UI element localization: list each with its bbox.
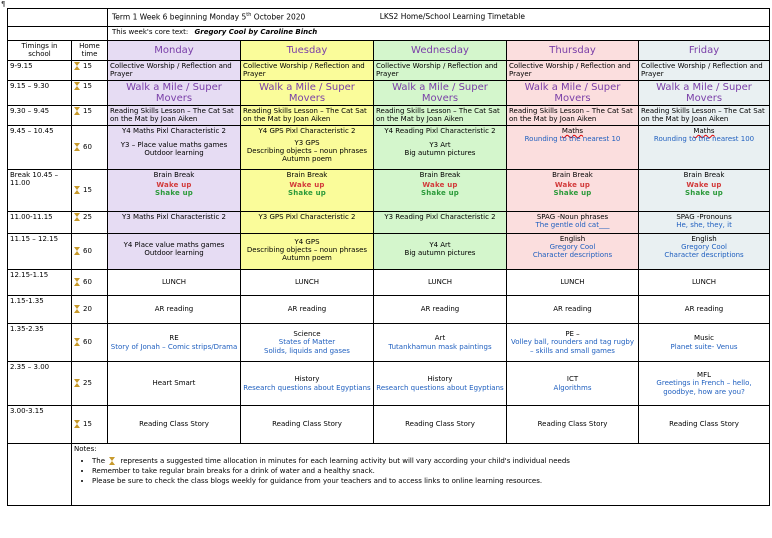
activity-cell: Heart Smart (108, 362, 241, 406)
term-title: Term 1 Week 6 beginning Monday 5 (112, 12, 247, 22)
brain-break-cell: Brain Break Wake up Shake up (639, 170, 770, 212)
activity-cell: SPAG -Pronouns He, she, they, it (639, 212, 770, 234)
home-time-cell: 25 (72, 212, 108, 234)
header-blank (8, 9, 108, 27)
activity-cell: Science States of Matter Solids, liquids and gases (241, 324, 374, 362)
timetable (7, 8, 770, 506)
wake-up-shake-up-logo: Wake up Shake up (685, 181, 724, 198)
table-row (8, 81, 770, 106)
hourglass-icon (74, 107, 80, 115)
ar-reading-cell: AR reading (241, 296, 374, 324)
activity-cell: English Gregory Cool Character descriptions (507, 234, 639, 270)
time-cell: 9.15 – 9.30 (8, 81, 72, 106)
time-cell: 1.15-1.35 (8, 296, 72, 324)
brain-break-cell: Brain Break Wake up Shake up (241, 170, 374, 212)
hourglass-icon (74, 186, 80, 194)
table-row (8, 106, 770, 126)
activity-cell: Y4 Maths Pixl Characteristic 2 Y3 – Place value maths games Outdoor learning (108, 126, 241, 170)
activity-cell: Collective Worship / Reflection and Prayer (108, 61, 241, 81)
hourglass-icon (74, 338, 80, 346)
note-item: • Please be sure to check the class blogs weekly for guidance from your teachers and to access links to online learning resources. (92, 477, 767, 485)
home-time-cell: 15 (72, 406, 108, 444)
home-time-cell: 60 (72, 126, 108, 170)
day-friday: Friday (639, 41, 770, 61)
hourglass-icon (74, 420, 80, 428)
class-story-cell: Reading Class Story (108, 406, 241, 444)
brain-break-cell: Brain Break Wake up Shake up (108, 170, 241, 212)
hourglass-icon (74, 278, 80, 286)
hourglass-icon (74, 143, 80, 151)
ar-reading-cell: AR reading (108, 296, 241, 324)
time-cell: 9-9.15 (8, 61, 72, 81)
wake-up-shake-up-logo: Wake up Shake up (421, 181, 459, 198)
notes-blank (8, 444, 72, 506)
table-row (8, 61, 770, 81)
lunch-cell: LUNCH (507, 270, 639, 296)
walk-a-mile-cell: Walk a Mile / Super Movers (241, 81, 374, 106)
activity-cell: PE – Volley ball, rounders and tag rugby – skills and small games (507, 324, 639, 362)
lunch-cell: LUNCH (241, 270, 374, 296)
class-story-cell: Reading Class Story (507, 406, 639, 444)
activity-cell: ICT Algorithms (507, 362, 639, 406)
hourglass-icon (74, 62, 80, 70)
activity-cell: Reading Skills Lesson – The Cat Sat on the Mat by Joan Aiken (241, 106, 374, 126)
home-time-cell: 15 (72, 170, 108, 212)
time-cell: 2.35 – 3.00 (8, 362, 72, 406)
notes-title: Notes: (74, 445, 97, 453)
activity-cell: Y4 Place value maths games Outdoor learning (108, 234, 241, 270)
time-cell: 1.35-2.35 (8, 324, 72, 362)
wake-up-shake-up-logo: Wake up Shake up (155, 181, 193, 198)
hourglass-icon (74, 82, 80, 90)
hourglass-icon (109, 457, 115, 465)
brain-break-cell: Brain Break Wake up Shake up (374, 170, 507, 212)
notes-cell (72, 444, 770, 506)
home-time-cell: 60 (72, 270, 108, 296)
activity-cell: Reading Skills Lesson – The Cat Sat on the Mat by Joan Aiken (507, 106, 639, 126)
activity-cell: SPAG -Noun phrases The gentle old cat___ (507, 212, 639, 234)
activity-cell: English Gregory Cool Character descriptions (639, 234, 770, 270)
walk-a-mile-cell: Walk a Mile / Super Movers (108, 81, 241, 106)
lunch-cell: LUNCH (108, 270, 241, 296)
wake-up-shake-up-logo: Wake up Shake up (553, 181, 592, 198)
table-row (8, 296, 770, 324)
activity-cell: Reading Skills Lesson – The Cat Sat on the Mat by Joan Aiken (639, 106, 770, 126)
activity-cell: MFL Greetings in French – hello, goodbye, how are you? (639, 362, 770, 406)
hourglass-icon (74, 247, 80, 255)
brain-break-cell: Brain Break Wake up Shake up (507, 170, 639, 212)
table-row (8, 234, 770, 270)
time-cell: Break 10.45 – 11.00 (8, 170, 72, 212)
home-time-cell: 60 (72, 234, 108, 270)
pilcrow-mark: ¶ (1, 0, 6, 8)
wake-up-shake-up-logo: Wake up Shake up (288, 181, 326, 198)
activity-cell: Reading Skills Lesson – The Cat Sat on the Mat by Joan Aiken (108, 106, 241, 126)
home-time-header: Home time (72, 41, 108, 61)
lunch-cell: LUNCH (639, 270, 770, 296)
table-row (8, 362, 770, 406)
class-story-cell: Reading Class Story (241, 406, 374, 444)
home-time-cell: 25 (72, 362, 108, 406)
activity-cell: Maths Rounding to the nearest 10 (507, 126, 639, 170)
home-time-cell: 15 (72, 81, 108, 106)
activity-cell: Music Planet suite- Venus (639, 324, 770, 362)
activity-cell: Y4 Reading Pixl Characteristic 2 Y3 Art Big autumn pictures (374, 126, 507, 170)
note-item: • Remember to take regular brain breaks for a drink of water and a healthy snack. (92, 467, 767, 475)
activity-cell: Y3 Reading Pixl Characteristic 2 (374, 212, 507, 234)
table-row (8, 406, 770, 444)
home-time-cell: 60 (72, 324, 108, 362)
day-wednesday: Wednesday (374, 41, 507, 61)
core-text-title: Gregory Cool by Caroline Binch (194, 28, 318, 36)
timings-header: Timings in school (8, 41, 72, 61)
table-row (8, 170, 770, 212)
hourglass-icon (74, 379, 80, 387)
core-text-label: This week's core text: (112, 28, 189, 36)
walk-a-mile-cell: Walk a Mile / Super Movers (374, 81, 507, 106)
home-time-cell: 20 (72, 296, 108, 324)
time-cell: 12.15-1.15 (8, 270, 72, 296)
time-cell: 11.15 – 12.15 (8, 234, 72, 270)
ar-reading-cell: AR reading (374, 296, 507, 324)
walk-a-mile-cell: Walk a Mile / Super Movers (507, 81, 639, 106)
ar-reading-cell: AR reading (639, 296, 770, 324)
activity-cell: Collective Worship / Reflection and Prayer (507, 61, 639, 81)
header-blank-2 (8, 27, 108, 41)
table-row (8, 126, 770, 170)
note-item: • The represents a suggested time allocation in minutes for each learning activity but will vary according your child's individual needs (92, 457, 767, 465)
activity-cell: Maths Rounding to the nearest 100 (639, 126, 770, 170)
lunch-cell: LUNCH (374, 270, 507, 296)
class-story-cell: Reading Class Story (639, 406, 770, 444)
activity-cell: History Research questions about Egyptians (374, 362, 507, 406)
core-text-cell (108, 27, 770, 41)
activity-cell: Y4 Art Big autumn pictures (374, 234, 507, 270)
hourglass-icon (74, 213, 80, 221)
time-cell: 9.45 – 10.45 (8, 126, 72, 170)
activity-cell: RE Story of Jonah – Comic strips/Drama (108, 324, 241, 362)
activity-cell: Collective Worship / Reflection and Prayer (639, 61, 770, 81)
activity-cell: Reading Skills Lesson – The Cat Sat on the Mat by Joan Aiken (374, 106, 507, 126)
activity-cell: Collective Worship / Reflection and Prayer (374, 61, 507, 81)
activity-cell: Y4 GPS Describing objects – noun phrases Autumn poem (241, 234, 374, 270)
activity-cell: Art Tutankhamun mask paintings (374, 324, 507, 362)
day-monday: Monday (108, 41, 241, 61)
day-thursday: Thursday (507, 41, 639, 61)
time-cell: 11.00-11.15 (8, 212, 72, 234)
table-row (8, 212, 770, 234)
time-cell: 3.00-3.15 (8, 406, 72, 444)
activity-cell: History Research questions about Egyptians (241, 362, 374, 406)
time-cell: 9.30 – 9.45 (8, 106, 72, 126)
home-time-cell: 15 (72, 61, 108, 81)
activity-cell: Y3 Maths Pixl Characteristic 2 (108, 212, 241, 234)
activity-cell: Collective Worship / Reflection and Prayer (241, 61, 374, 81)
header-title-cell: Term 1 Week 6 beginning Monday 5th October 2020 LKS2 Home/School Learning Timetable (108, 9, 770, 27)
home-time-cell: 15 (72, 106, 108, 126)
ar-reading-cell: AR reading (507, 296, 639, 324)
timetable-title: LKS2 Home/School Learning Timetable (379, 12, 525, 22)
class-story-cell: Reading Class Story (374, 406, 507, 444)
walk-a-mile-cell: Walk a Mile / Super Movers (639, 81, 770, 106)
activity-cell: Y4 GPS Pixl Characteristic 2 Y3 GPS Describing objects – noun phrases Autumn poem (241, 126, 374, 170)
table-row (8, 270, 770, 296)
hourglass-icon (74, 305, 80, 313)
activity-cell: Y3 GPS Pixl Characteristic 2 (241, 212, 374, 234)
day-tuesday: Tuesday (241, 41, 374, 61)
table-row (8, 324, 770, 362)
